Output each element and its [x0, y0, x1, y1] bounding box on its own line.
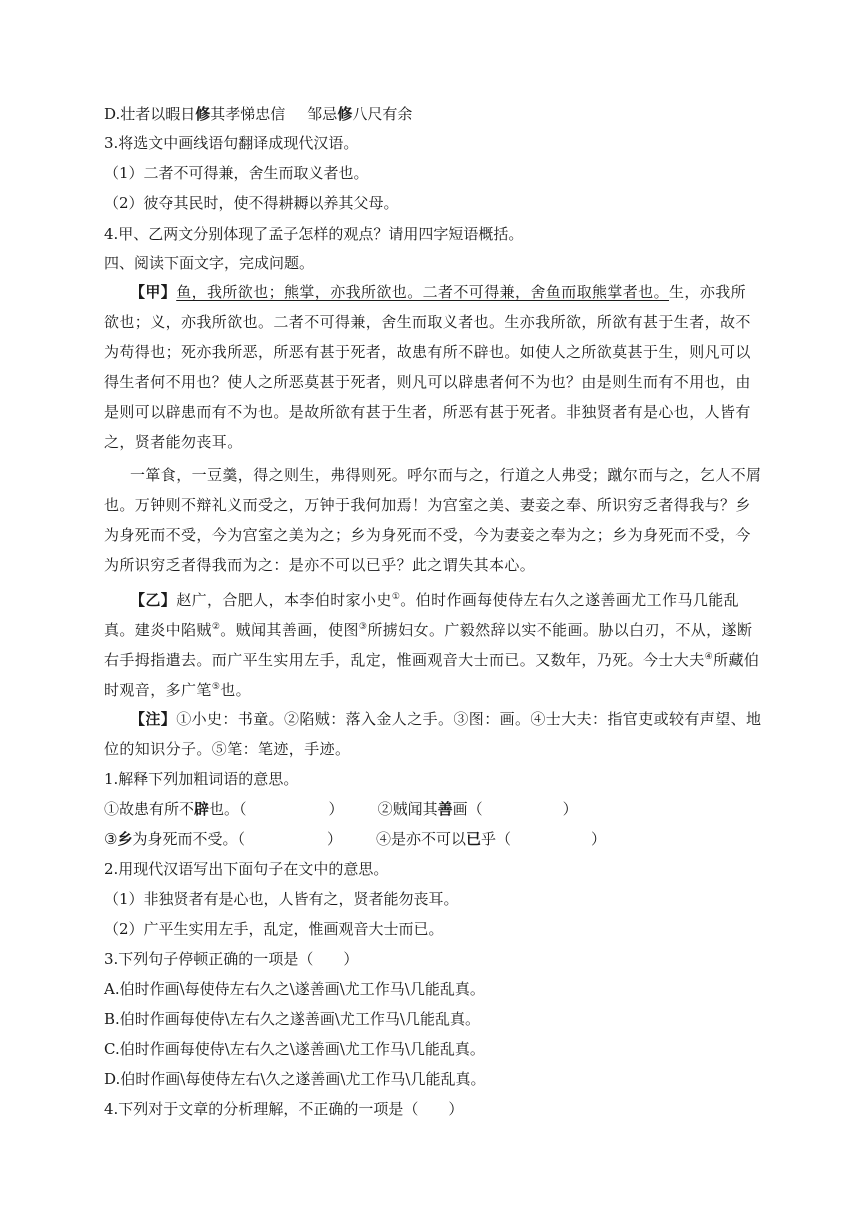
passage-label: 【乙】: [130, 591, 177, 609]
notes-line: 位的知识分子。⑤笔：笔迹，手迹。: [104, 740, 351, 758]
section-4-heading: 四、阅读下面文字，完成问题。: [104, 254, 315, 272]
passage-jia-line: 欲也；义，亦我所欲也。二者不可得兼，舍生而取义者也。生亦我所欲，所欲有甚于生者，故不: [104, 313, 751, 331]
question-3b-heading: 3.下列句子停顿正确的一项是（ ）: [104, 950, 359, 968]
passage-jia-line: 也。万钟则不辩礼义而受之，万钟于我何加焉！为宫室之美、妻妾之奉、所识穷乏者得我与？乡: [104, 496, 751, 514]
passage-jia-line: 【甲】鱼，我所欲也；熊掌，亦我所欲也。二者不可得兼，舍鱼而取熊掌者也。生，亦我所: [130, 283, 747, 301]
question-2-item-1: （1）非独贤者有是心也，人皆有之，贤者能勿丧耳。: [104, 890, 459, 908]
passage-jia-line: 之，贤者能勿丧耳。: [104, 433, 243, 451]
vocab-row-2: ③乡为身死而不受。（ ） ④是亦不可以已乎（ ）: [104, 830, 607, 848]
passage-jia-line: 为苟得也；死亦我所恶，所恶有甚于死者，故患有所不辟也。如使人之所欲莫甚于生，则凡可以: [104, 343, 751, 361]
question-4b-heading: 4.下列对于文章的分析理解，不正确的一项是（ ）: [104, 1100, 464, 1118]
notes-label: 【注】: [130, 710, 177, 728]
underlined-sentence: 鱼，我所欲也；熊掌，亦我所欲也。二者不可得兼，舍鱼而取熊掌者也。: [176, 283, 670, 301]
option-c: C.伯时作画每使侍\左右久之\遂善画\尤工作马\几能乱真。: [104, 1040, 485, 1058]
passage-yi-line: 真。建炎中陷贼②。贼闻其善画，使图③所掳妇女。广毅然辞以实不能画。胁以白刃，不从，遂断: [104, 621, 753, 639]
footnote-marker: ②: [211, 622, 221, 632]
passage-yi-line: 时观音，多广笔⑤也。: [104, 681, 252, 699]
question-4-heading: 4.甲、乙两文分别体现了孟子怎样的观点？请用四字短语概括。: [104, 225, 524, 243]
footnote-marker: ③: [358, 622, 368, 632]
bold-word: 修: [337, 105, 353, 123]
passage-jia-line: 为所识穷乏者得我而为之：是亦不可以已乎？此之谓失其本心。: [104, 556, 536, 574]
option-a: A.伯时作画\每使侍左右久之\遂善画\尤工作马\几能乱真。: [104, 980, 485, 998]
passage-jia-line: 得生者何不用也？使人之所恶莫甚于死者，则凡可以辟患者何不为也？由是则生而有不用也，由: [104, 373, 751, 391]
question-2-item-2: （2）广平生实用左手，乱定，惟画观音大士而已。: [104, 920, 444, 938]
bold-word: 辟: [194, 800, 210, 818]
passage-label: 【甲】: [130, 283, 177, 301]
passage-yi-line: 【乙】赵广，合肥人，本李伯时家小史①。伯时作画每使侍左右久之遂善画尤工作马几能乱: [130, 591, 740, 609]
footnote-marker: ①: [391, 592, 401, 602]
passage-yi-line: 右手拇指遣去。而广平生实用左手，乱定，惟画观音大士而已。又数年，乃死。今士大夫④所藏伯: [104, 651, 760, 669]
passage-jia-line: 一箪食，一豆羹，得之则生，弗得则死。呼尔而与之，行道之人弗受；蹴尔而与之，乞人不屑: [130, 466, 762, 484]
bold-word: 善: [437, 800, 453, 818]
question-2-heading: 2.用现代汉语写出下面句子在文中的意思。: [104, 860, 389, 878]
bold-word: 已: [466, 830, 482, 848]
question-3-item-2: （2）彼夺其民时，使不得耕耨以养其父母。: [104, 194, 399, 212]
notes-line: 【注】①小史：书童。②陷贼：落入金人之手。③图：画。④士大夫：指官吏或较有声望、地: [130, 710, 762, 728]
footnote-marker: ④: [704, 652, 714, 662]
passage-jia-line: 是则可以辟患而有不为也。是故所欲有甚于生者，所恶有甚于死者。非独贤者有是心也，人皆有: [104, 403, 751, 421]
footnote-marker: ⑤: [211, 682, 221, 692]
question-3-item-1: （1）二者不可得兼，舍生而取义者也。: [104, 164, 369, 182]
question-3-heading: 3.将选文中画线语句翻译成现代汉语。: [104, 134, 359, 152]
option-b: B.伯时作画每使侍\左右久之遂善画\尤工作马\几能乱真。: [104, 1010, 480, 1028]
question-1-heading: 1.解释下列加粗词语的意思。: [104, 770, 299, 788]
bold-word: 乡: [117, 830, 133, 848]
passage-jia-line: 为身死而不受，今为宫室之美为之；乡为身死而不受，今为妻妾之奉为之；乡为身死而不受，今: [104, 526, 751, 544]
option-d: D.伯时作画\每使侍左右\久之遂善画\尤工作马\几能乱真。: [104, 1070, 486, 1088]
option-d-line: D.壮者以暇日修其孝悌忠信 邹忌修八尺有余: [104, 105, 413, 123]
vocab-row-1: ①故患有所不辟也。（ ） ②贼闻其善画（ ）: [104, 800, 578, 818]
bold-word: 修: [195, 105, 211, 123]
